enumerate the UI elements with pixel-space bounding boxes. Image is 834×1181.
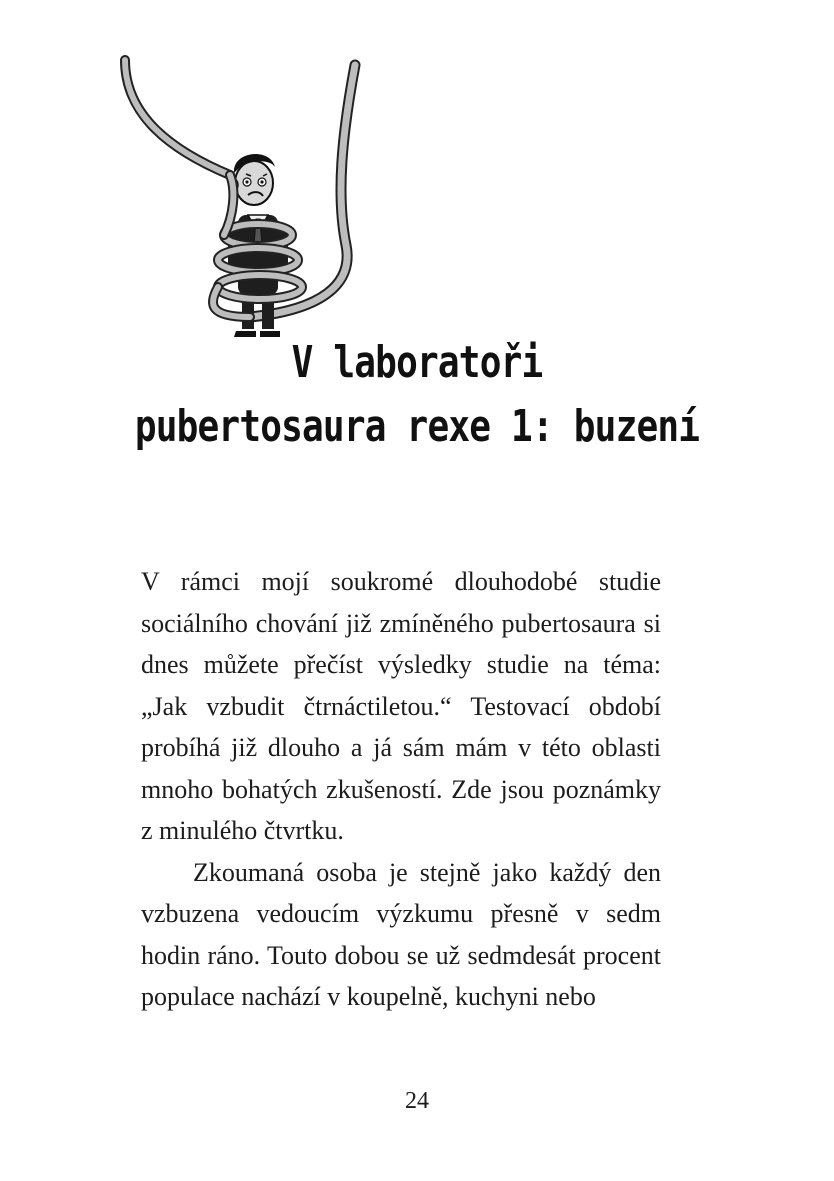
body-paragraph-2: Zkoumaná osoba je stejně jako každý den vzbuzena vedoucím výzkumu přesně v sedm hodin ráno. Touto dobou se už sedmdesát procent populace nachází v koupelně, kuchyni nebo <box>141 857 661 1011</box>
page-number: 24 <box>405 1088 429 1114</box>
body-paragraph-1: V rámci mojí soukromé dlouhodobé studie sociálního chování již zmíněného pubertosaura si dnes můžete přečíst výsledky studie na téma: „Jak vzbudit čtrnáctiletou.“ Testovací období probíhá již dlouho a já sám mám v této oblasti mnoho bohatých zkušeností. Zde jsou poznámky z minulého čtvrtku. <box>141 567 661 845</box>
chapter-title-line-2: pubertosaura rexe 1: buzení <box>134 401 700 452</box>
chapter-title-line-1: V laboratoři <box>291 337 543 388</box>
man-tangled-in-ribbon-illustration <box>110 55 370 345</box>
chapter-body <box>141 561 661 1018</box>
